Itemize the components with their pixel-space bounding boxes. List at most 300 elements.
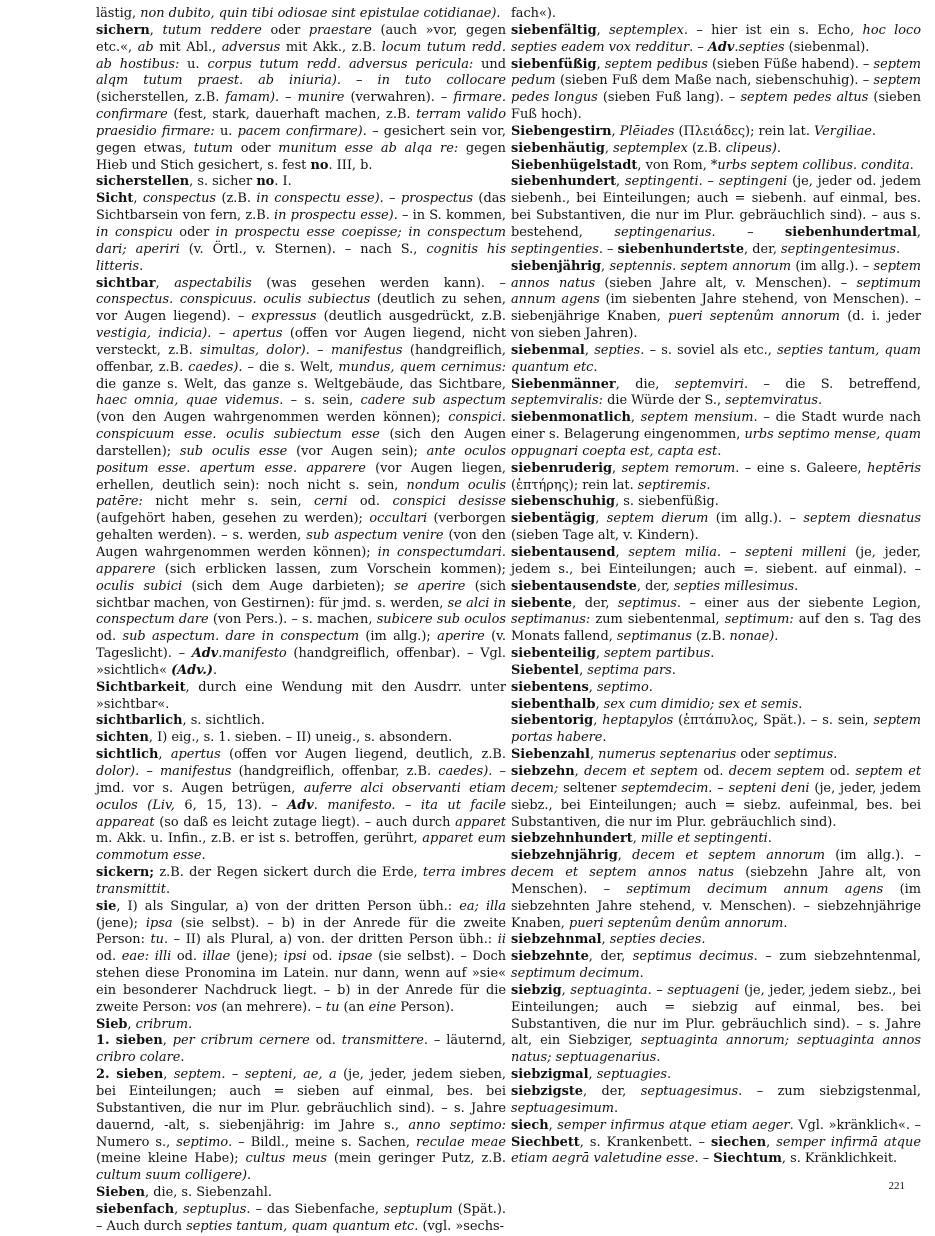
entry-text: .: [671, 662, 676, 678]
latin-term: firmare. confirmare: [96, 90, 506, 123]
latin-term: septem pedes longus: [511, 73, 921, 106]
latin-term: septem pedibus: [604, 56, 708, 72]
headword: Siebenmänner: [511, 376, 616, 392]
latin-term: septem remorum: [621, 460, 736, 476]
entry-text: (Πλειάδες); rein lat.: [674, 123, 815, 139]
headword: siebzehnte: [511, 949, 589, 965]
latin-term: ipsi: [283, 949, 307, 965]
latin-term: decem et septem annorum: [632, 848, 825, 864]
latin-term: urbs septimo mense, quam oppugnari coepta est, capta est: [511, 427, 921, 459]
entry-text: zum siebentenmal,: [590, 612, 725, 628]
entry-text: . I.: [274, 174, 292, 190]
entry-text: ,: [579, 662, 588, 678]
headword: Sieben: [96, 1185, 145, 1201]
entry-text: od.: [96, 629, 123, 645]
headword: siebentorig: [511, 713, 594, 729]
latin-term: nonae).: [729, 629, 779, 645]
entry-text: nicht mehr s. sein,: [142, 494, 315, 510]
entry-text: . –: [598, 241, 618, 257]
entry-text: , s. siebenfüßig.: [615, 494, 719, 510]
entry-text: ,: [584, 342, 595, 358]
entry-text: ,: [916, 224, 921, 240]
headword: siebenmal: [511, 342, 585, 358]
latin-term: septimo: [176, 1134, 229, 1150]
latin-term: se aperire: [394, 578, 466, 594]
entry-text: .: [896, 241, 901, 257]
entry-text: .: [909, 157, 914, 173]
entry-text: ,: [127, 1016, 136, 1032]
entry-text: (sich erblicken lassen, zum Vorschein kommen);: [155, 561, 506, 577]
abbreviation: Adv: [287, 797, 314, 813]
dictionary-entry: [511, 1067, 921, 1084]
entry-text: Person).: [396, 999, 455, 1015]
latin-term: apertus: [170, 747, 221, 763]
latin-term: septem annos natus: [511, 258, 921, 291]
latin-term: auferre alci observanti etiam oculos (Liv,: [96, 780, 506, 813]
dictionary-entry: [96, 680, 506, 714]
latin-term: cultum suum colligere).: [96, 1168, 252, 1184]
entry-text: lästig,: [96, 6, 141, 21]
entry-text: (sieben Tage alt, v. Kindern).: [511, 528, 699, 544]
entry-text: .: [188, 1016, 193, 1032]
entry-text: , s. Krankenbett. –: [579, 1134, 711, 1150]
headword: siebenhundertmal: [784, 224, 917, 240]
latin-term: sex cum dimidio; sex et semis: [603, 696, 799, 712]
latin-term: septem diesnatus: [803, 511, 921, 527]
entry-text: (verborgen gehalten werden). – s. werden,: [96, 511, 506, 544]
latin-term: septemviratus: [725, 393, 819, 409]
entry-text: ,: [630, 410, 641, 426]
latin-term: sub aspectum venire: [306, 528, 444, 544]
latin-term: septem pedes altus: [740, 90, 869, 106]
dictionary-entry: [511, 680, 921, 697]
entry-text: ,: [163, 1067, 174, 1083]
entry-text: ,: [595, 646, 605, 662]
entry-text: z.B. der Regen sickert durch die Erde,: [154, 865, 423, 881]
dictionary-entry: [511, 764, 921, 831]
entry-text: , s. sichtlich.: [182, 713, 265, 729]
entry-text: . – hier ist ein s. Echo,: [683, 22, 863, 38]
headword: sickern;: [96, 865, 155, 881]
entry-text: (Spät.). – Auch durch: [96, 1201, 506, 1234]
entry-text: (sieben Füße habend). –: [707, 56, 874, 72]
dictionary-entry: [511, 6, 921, 23]
dictionary-entry: [96, 747, 506, 865]
latin-term: decem septem: [728, 763, 825, 779]
entry-text: od.: [309, 1033, 342, 1049]
entry-text: ,: [766, 1134, 777, 1150]
dictionary-entry: [96, 174, 506, 191]
latin-term: tu: [325, 999, 340, 1015]
dictionary-entry: [96, 23, 506, 175]
headword: siebenhundert: [511, 174, 617, 190]
latin-term: conspectus. conspicuus. oculis subiectus: [96, 292, 371, 308]
entry-text: . – zum siebzehntenmal,: [753, 949, 921, 965]
latin-term: cultus meus: [245, 1151, 327, 1167]
entry-text: (siebenmal).: [784, 39, 870, 55]
latin-term: ea; illa: [459, 898, 506, 914]
entry-text: ,: [595, 696, 604, 712]
dictionary-entry: [511, 747, 921, 764]
headword: siechen: [711, 1134, 767, 1150]
entry-text: (fest, stark, dauerhaft machen, z.B.: [167, 107, 417, 123]
entry-text: (v. Örtl., v. Sternen). – nach S.,: [179, 241, 427, 257]
latin-term: occultari: [369, 511, 428, 527]
dictionary-entry: [96, 6, 506, 23]
entry-text: (vor Augen sein);: [287, 443, 427, 459]
latin-term: ipsa: [145, 915, 173, 931]
latin-term: septiremis: [637, 477, 707, 493]
headword: siebzehn: [511, 763, 575, 779]
latin-term: simultas, dolor). – manifestus: [200, 342, 403, 358]
entry-text: – in S. kommen,: [397, 208, 506, 224]
headword: sichtlich: [96, 747, 159, 763]
dictionary-entry: [511, 511, 921, 545]
latin-term: septem. – septeni, ae, a: [173, 1067, 337, 1083]
latin-term: dolor). – manifestus: [96, 763, 232, 779]
latin-term: septuaginta annorum; septuaginta annos natus; septuagenarius: [511, 1033, 922, 1066]
latin-term: septimus decimus: [632, 949, 754, 965]
entry-text: ,: [574, 763, 585, 779]
latin-term: in conspectu esse). – prospectus: [256, 191, 474, 207]
headword: siebzig: [511, 982, 562, 998]
latin-term: septingenties: [511, 241, 599, 257]
entry-text: ,: [548, 1117, 558, 1133]
entry-text: , die,: [615, 376, 675, 392]
latin-term: vestigia, indicia). – apertus: [96, 326, 283, 342]
latin-term: pueri septenûm denûm annorum: [569, 915, 784, 931]
abbreviation: Adv: [191, 646, 219, 662]
entry-text: .: [313, 797, 328, 813]
entry-text: oder: [261, 22, 309, 38]
latin-term: septimum annum agens: [511, 275, 921, 308]
latin-term: septem milia. – septeni milleni: [628, 545, 847, 560]
entry-text: ,: [612, 460, 622, 476]
entry-text: (sich sichtbar machen, von Gestirnen): für jmd. s. werden,: [96, 578, 507, 611]
entry-text: (sicherstellen, z.B.: [96, 90, 226, 106]
entry-text: u.: [179, 56, 208, 72]
latin-term: in conspectumdari. apparere: [96, 545, 506, 577]
latin-term: corpus tutum redd. adversus pericula:: [207, 56, 474, 72]
dictionary-entry: [511, 57, 921, 124]
abbreviation: (Adv.): [171, 662, 213, 678]
entry-text: od.: [698, 763, 729, 779]
abbreviation: Adv: [707, 39, 735, 55]
entry-text: . Vgl. »kränklich«. –: [789, 1117, 921, 1133]
latin-term: ab: [137, 39, 154, 55]
entry-text: gegen Hieb und Stich gesichert, s. fest: [96, 140, 506, 173]
latin-term: ipsae: [338, 949, 373, 965]
entry-text: . – einer aus der siebente Legion,: [676, 595, 922, 611]
entry-text: ,: [149, 22, 163, 38]
entry-text: . – II) als Plural, a) von. der dritten Person übh.:: [163, 932, 498, 948]
entry-text: (je, jeder, jedem siebz., bei Einteilungen; auch = siebzig auf einmal, bes. bei Substantiven, die nur im Plur. gebräuchlich sind). – s. Jahre alt, ein Siebziger,: [511, 982, 921, 1049]
entry-text: 6, 15, 13). –: [174, 797, 288, 813]
latin-term: alqm tutum praest. ab iniuria). – in tuto collocare: [96, 73, 506, 89]
entry-text: (an mehrere). –: [217, 999, 326, 1015]
entry-text: .: [706, 477, 711, 493]
entry-text: mit Abl.,: [153, 39, 222, 55]
latin-term: cribro colare: [96, 1050, 181, 1066]
latin-term: conspectus: [142, 191, 217, 207]
headword: siebente: [511, 595, 573, 611]
right-column: [511, 6, 921, 1168]
latin-term: pueri septenûm annorum: [668, 309, 840, 325]
latin-term: semper infirmus atque etiam aeger: [557, 1117, 790, 1133]
latin-term: haec omnia, quae videmus: [96, 393, 280, 409]
entry-text: ,: [133, 191, 143, 207]
entry-text: (von Pers.). – s. machen,: [208, 612, 377, 628]
latin-term: tutum: [193, 140, 233, 156]
headword: siebentens: [511, 679, 589, 695]
latin-term: in conspicu: [96, 224, 173, 240]
entry-text: . – eine s. Galeere,: [735, 460, 868, 476]
entry-text: .: [717, 443, 722, 459]
latin-term: tutum reddere: [162, 22, 262, 38]
entry-text: (von den Augen wahrgenommen werden können);: [96, 410, 449, 426]
entry-text: – gesichert sein vor, gegen etwas,: [96, 123, 506, 156]
headword: siebenmonatlich: [511, 410, 631, 426]
latin-term: septies: [738, 39, 785, 55]
headword: Siebenzahl: [511, 747, 590, 763]
entry-text: (sieben Fuß lang). –: [597, 90, 741, 106]
entry-text: (im allg.). –: [824, 848, 921, 864]
entry-text: . – zum siebzigstenmal,: [738, 1084, 922, 1099]
entry-text: (jene);: [96, 915, 146, 931]
dictionary-entry: [96, 1033, 506, 1067]
entry-text: (handgreiflich, offenbar, z.B.: [231, 763, 439, 779]
entry-text: . III, b.: [328, 157, 373, 173]
entry-text: (deutlich ausgedrückt, z.B.: [316, 309, 506, 325]
latin-term: septies decies: [609, 932, 702, 948]
entry-text: .: [783, 915, 788, 931]
entry-text: u.: [214, 123, 238, 139]
entry-text: ,: [155, 275, 175, 291]
latin-term: septem portas habere: [511, 713, 921, 746]
entry-text: (mein geringer Putz, z.B.: [326, 1151, 506, 1167]
dictionary-entry: [511, 831, 921, 848]
latin-term: septingentesimus: [781, 241, 897, 257]
headword: sichten: [96, 730, 149, 746]
entry-text: , der,: [572, 595, 618, 611]
entry-text: .: [180, 1050, 185, 1066]
latin-term: septimo: [596, 679, 649, 695]
latin-term: ii: [497, 932, 506, 948]
latin-term: decem et septem annos natus: [511, 865, 734, 881]
latin-term: septemplex: [613, 140, 688, 156]
entry-text: ,: [601, 932, 610, 948]
headword: sichtbar: [96, 275, 156, 291]
entry-text: , s. sicher: [189, 174, 257, 190]
latin-term: in prospectu esse coepisse; in conspectum dari; aperiri: [96, 224, 506, 257]
latin-term: septennis. septem annorum: [609, 258, 792, 274]
headword: siebenfüßig: [511, 56, 597, 72]
entry-text: , der,: [583, 1084, 641, 1099]
entry-text: – die s. Welt,: [242, 359, 339, 375]
latin-term: septimum decimum: [511, 966, 640, 982]
entry-text: ,: [589, 747, 599, 763]
dictionary-entry: [511, 596, 921, 647]
entry-text: (z.B.: [216, 191, 257, 207]
latin-term: cribrum: [135, 1016, 189, 1032]
latin-term: septimum decimum annum agens: [626, 881, 884, 897]
entry-text: (siebzehn Jahre alt, von Menschen). –: [511, 865, 921, 897]
dictionary-entry: [511, 545, 921, 596]
entry-text: (an: [339, 999, 369, 1015]
entry-text: auf den s. Tag des Monats fallend,: [511, 612, 921, 645]
entry-text: ,: [593, 713, 603, 729]
dictionary-entry: [511, 410, 921, 461]
latin-term: terra imbres transmittit: [96, 865, 506, 897]
entry-text: . – läuternd,: [423, 1033, 506, 1049]
entry-text: (jene);: [230, 949, 284, 965]
entry-text: (sich dem Auge darbieten);: [182, 578, 395, 594]
entry-text: und: [473, 56, 506, 72]
latin-term: anno septimo:: [408, 1117, 506, 1133]
latin-term: septem pedum: [511, 56, 921, 89]
entry-text: .: [798, 696, 803, 712]
entry-text: ,: [604, 140, 614, 156]
entry-text: (im siebzehnten Jahre stehend, v. Menschen). – siebzehnjährige Knaben,: [511, 881, 921, 931]
latin-term: septuplus: [183, 1201, 247, 1217]
dictionary-entry: [511, 494, 921, 511]
entry-text: .: [639, 966, 644, 982]
dictionary-entry: [511, 983, 921, 1067]
latin-term: Vergiliae: [814, 123, 872, 139]
latin-term: clipeus).: [725, 140, 781, 156]
latin-term: mundus, quem cernimus:: [338, 359, 506, 375]
entry-text: – jmd. vor s. Augen betrügen,: [96, 763, 506, 796]
dictionary-entry: [511, 461, 921, 495]
entry-text: ,: [632, 831, 641, 847]
entry-text: (sieben Jahre alt, v. Menschen). –: [595, 275, 857, 291]
dictionary-entry: [511, 141, 921, 158]
entry-text: (vgl. »sechs-: [418, 1218, 504, 1234]
headword: 1. sieben: [96, 1033, 163, 1049]
entry-text: (handgreiflich, offenbar). – Vgl. »sichtlich«: [96, 646, 506, 678]
entry-text: mit Akk., z.B.: [280, 39, 382, 55]
entry-text: .: [818, 393, 823, 409]
entry-text: (sie selbst). – Doch stehen diese Pronomina im Latein. nur dann, wenn auf »sie« ein besonderer Nachdruck liegt. – b) in der Anrede für die zweite Person:: [96, 949, 507, 1015]
entry-text: (sieben Fuß dem Maße nach, siebenschuhig). –: [555, 73, 874, 89]
latin-term: nondum oculis patēre:: [96, 477, 507, 510]
dictionary-entry: [511, 697, 921, 714]
dictionary-entry: [96, 899, 506, 1017]
latin-term: septies tantum, quam quantum etc.: [186, 1218, 419, 1234]
entry-text: (im siebenten Jahre stehend, von Menschen). – siebenjährige Knaben,: [511, 292, 921, 325]
headword: Sicht: [96, 191, 134, 207]
dictionary-entry: [511, 949, 921, 983]
latin-term: septimus: [617, 595, 677, 611]
latin-term: semper infirmā atque etiam aegrā valetudine esse: [511, 1134, 921, 1167]
entry-text: od.: [96, 949, 122, 965]
headword: sie: [96, 898, 117, 914]
entry-text: (meine kleine Habe);: [96, 1151, 246, 1167]
entry-text: od.: [347, 494, 393, 510]
latin-term: septemplex: [609, 22, 684, 38]
headword: siebenhäutig: [511, 140, 605, 156]
entry-text: .: [833, 747, 838, 763]
headword: Siebenhügelstadt: [511, 157, 638, 173]
latin-term: transmittere: [341, 1033, 424, 1049]
latin-term: septingenarius: [614, 224, 712, 240]
entry-text: .: [614, 1100, 619, 1116]
entry-text: , die, s. Siebenzahl.: [145, 1185, 272, 1201]
entry-text: . –: [689, 39, 708, 55]
entry-text: . –: [694, 1151, 714, 1167]
latin-term: septuagesimum: [511, 1100, 615, 1116]
headword: Siebentel: [511, 662, 580, 678]
entry-text: . – s. soviel als etc.,: [640, 342, 778, 358]
latin-term: munitum esse ab alqa re:: [278, 140, 459, 156]
latin-term: conspici desisse: [392, 494, 506, 510]
entry-text: . – das Siebenfache,: [246, 1201, 384, 1217]
entry-text: ,: [174, 1201, 184, 1217]
headword: Siebengestirn: [511, 123, 612, 139]
dictionary-entry: [511, 343, 921, 377]
latin-term: cognitis his litteris: [96, 241, 506, 274]
entry-text: od.: [171, 949, 203, 965]
latin-term: eine: [368, 999, 397, 1015]
latin-term: mille et septingenti: [640, 831, 768, 847]
entry-text: .: [767, 831, 772, 847]
latin-term: expressus: [251, 309, 317, 325]
latin-term: heptapylos: [602, 713, 674, 729]
entry-text: Numero s.,: [96, 1134, 177, 1150]
entry-text: , der,: [588, 949, 633, 965]
headword: Sichtbarkeit: [96, 679, 186, 695]
headword: siebenteilig: [511, 646, 596, 662]
dictionary-entry: [511, 646, 921, 663]
latin-term: septuplum: [383, 1201, 453, 1217]
latin-term: septimanus: [616, 629, 692, 645]
entry-text: . – s. sein,: [279, 393, 361, 409]
entry-text: (so daß es leicht zutage liegt). – auch durch: [154, 814, 456, 830]
headword: siebentausend: [511, 545, 616, 560]
dictionary-entry: [511, 713, 921, 747]
latin-term: septem et decem;: [511, 763, 922, 796]
latin-term: septuaginta. – septuageni: [570, 982, 740, 998]
entry-text: (v. Tageslicht). –: [96, 629, 506, 662]
dictionary-entry: [96, 1202, 506, 1236]
latin-term: cadere sub aspectum: [360, 393, 506, 409]
headword: siebenfach: [96, 1201, 175, 1217]
latin-term: septimus: [774, 747, 834, 763]
dictionary-entry: [96, 730, 506, 747]
latin-term: septuagies: [596, 1067, 667, 1083]
latin-term: septem partibus: [604, 646, 711, 662]
entry-text: ,: [162, 1033, 173, 1049]
latin-term: in prospectu esse).: [274, 208, 398, 224]
dictionary-entry: [96, 1067, 506, 1185]
entry-text: .: [593, 359, 598, 375]
dictionary-entry: [511, 1118, 921, 1169]
latin-term: *urbs septem collibus. condita: [710, 157, 910, 173]
dictionary-entry: [511, 1084, 921, 1118]
entry-text: (im allg.). –: [708, 511, 804, 527]
entry-text: (sieben Fuß hoch).: [511, 90, 921, 123]
entry-text: od.: [824, 763, 856, 779]
latin-term: pacem confirmare).: [237, 123, 367, 139]
dictionary-entry: [511, 158, 921, 175]
entry-text: , von Rom,: [637, 157, 711, 173]
headword: siebenjährig: [511, 258, 602, 274]
entry-text: (je, jeder, jedem siebz., bei Einteilungen; auch = siebz. aufeinmal, bes. bei Substantiven, die nur im Plur. gebräuchlich sind).: [511, 780, 921, 830]
entry-text: . – Bildl., meine s. Sachen,: [228, 1134, 416, 1150]
entry-text: . –: [711, 224, 785, 240]
latin-term: septemviri: [674, 376, 744, 392]
headword: sicherstellen: [96, 174, 190, 190]
